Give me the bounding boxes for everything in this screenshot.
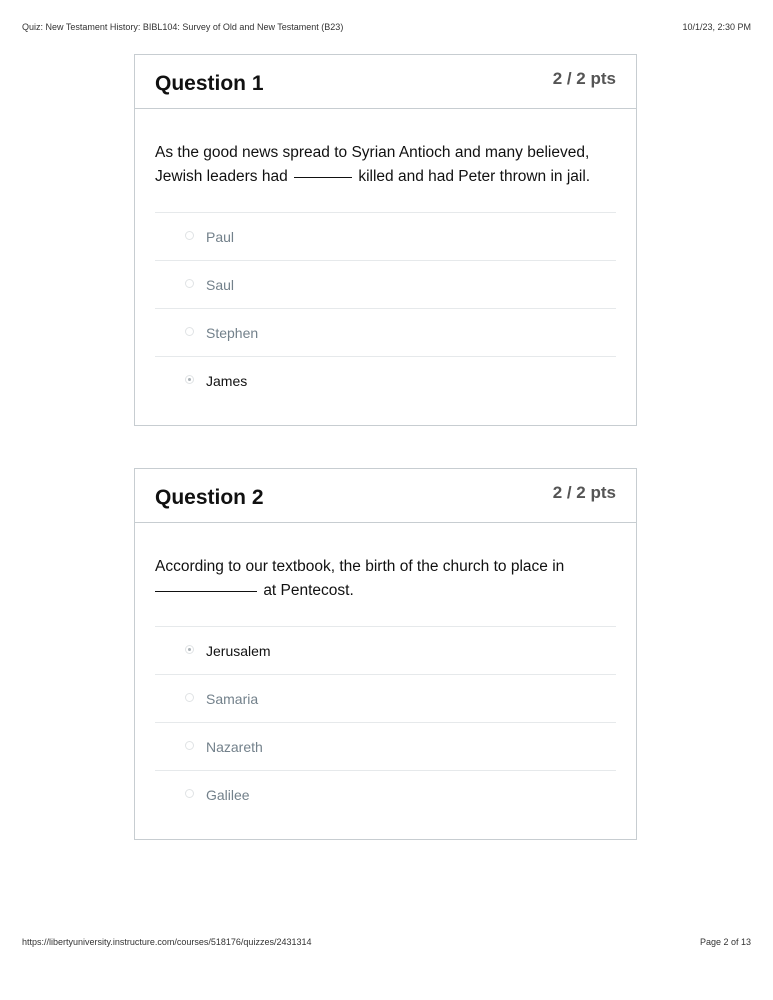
answer-blank (155, 590, 257, 592)
print-header (22, 22, 751, 36)
question-card-2 (134, 468, 637, 840)
question-text (155, 141, 616, 189)
answer-blank (294, 176, 352, 178)
answer-option-paul[interactable] (155, 213, 616, 261)
question-header (135, 55, 636, 109)
print-footer-url[interactable]: https://libertyuniversity.instructure.com/courses/518176/quizzes/2431314 (22, 937, 312, 947)
radio-icon[interactable] (185, 741, 194, 750)
radio-icon[interactable] (185, 279, 194, 288)
answer-list (155, 626, 616, 819)
radio-icon[interactable] (185, 327, 194, 336)
question-text-line-2 (155, 579, 616, 603)
answer-option-nazareth[interactable] (155, 723, 616, 771)
radio-checked-icon[interactable] (185, 375, 194, 384)
question-points: 2 / 2 pts (552, 483, 616, 502)
question-title: Question 1 (155, 72, 264, 95)
answer-label: Galilee (206, 787, 250, 803)
answer-option-stephen[interactable] (155, 309, 616, 357)
answer-label: Nazareth (206, 739, 263, 755)
answer-label: Paul (206, 229, 235, 245)
radio-checked-icon[interactable] (185, 645, 194, 654)
answer-label: Stephen (206, 325, 259, 341)
question-text-line-2 (155, 165, 616, 189)
question-text-line-1: According to our textbook, the birth of the church to place in (155, 558, 565, 575)
answer-option-galilee[interactable] (155, 771, 616, 819)
radio-icon[interactable] (185, 231, 194, 240)
question-text-after-blank: killed and had Peter thrown in jail. (358, 168, 591, 185)
print-header-datetime: 10/1/23, 2:30 PM (682, 22, 751, 32)
print-header-title: Quiz: New Testament History: BIBL104: Survey of Old and New Testament (B23) (22, 22, 344, 32)
answer-option-samaria[interactable] (155, 675, 616, 723)
question-text (155, 555, 616, 603)
question-text-line-1: As the good news spread to Syrian Antioch and many believed, (155, 144, 590, 161)
question-points: 2 / 2 pts (552, 69, 616, 88)
answer-option-saul[interactable] (155, 261, 616, 309)
answer-list (155, 212, 616, 405)
question-text-before-blank: Jewish leaders had (155, 168, 288, 185)
answer-option-jerusalem[interactable] (155, 627, 616, 675)
radio-icon[interactable] (185, 789, 194, 798)
print-footer-page-number: Page 2 of 13 (699, 937, 751, 947)
answer-label: Saul (206, 277, 235, 293)
question-card-1 (134, 54, 637, 426)
question-header (135, 469, 636, 523)
answer-option-james[interactable] (155, 357, 616, 405)
question-text-after-blank: at Pentecost. (263, 582, 354, 599)
answer-label: James (206, 373, 248, 389)
question-title: Question 2 (155, 486, 264, 509)
print-footer (22, 937, 751, 951)
answer-label: Samaria (206, 691, 259, 707)
radio-icon[interactable] (185, 693, 194, 702)
answer-label: Jerusalem (206, 643, 271, 659)
